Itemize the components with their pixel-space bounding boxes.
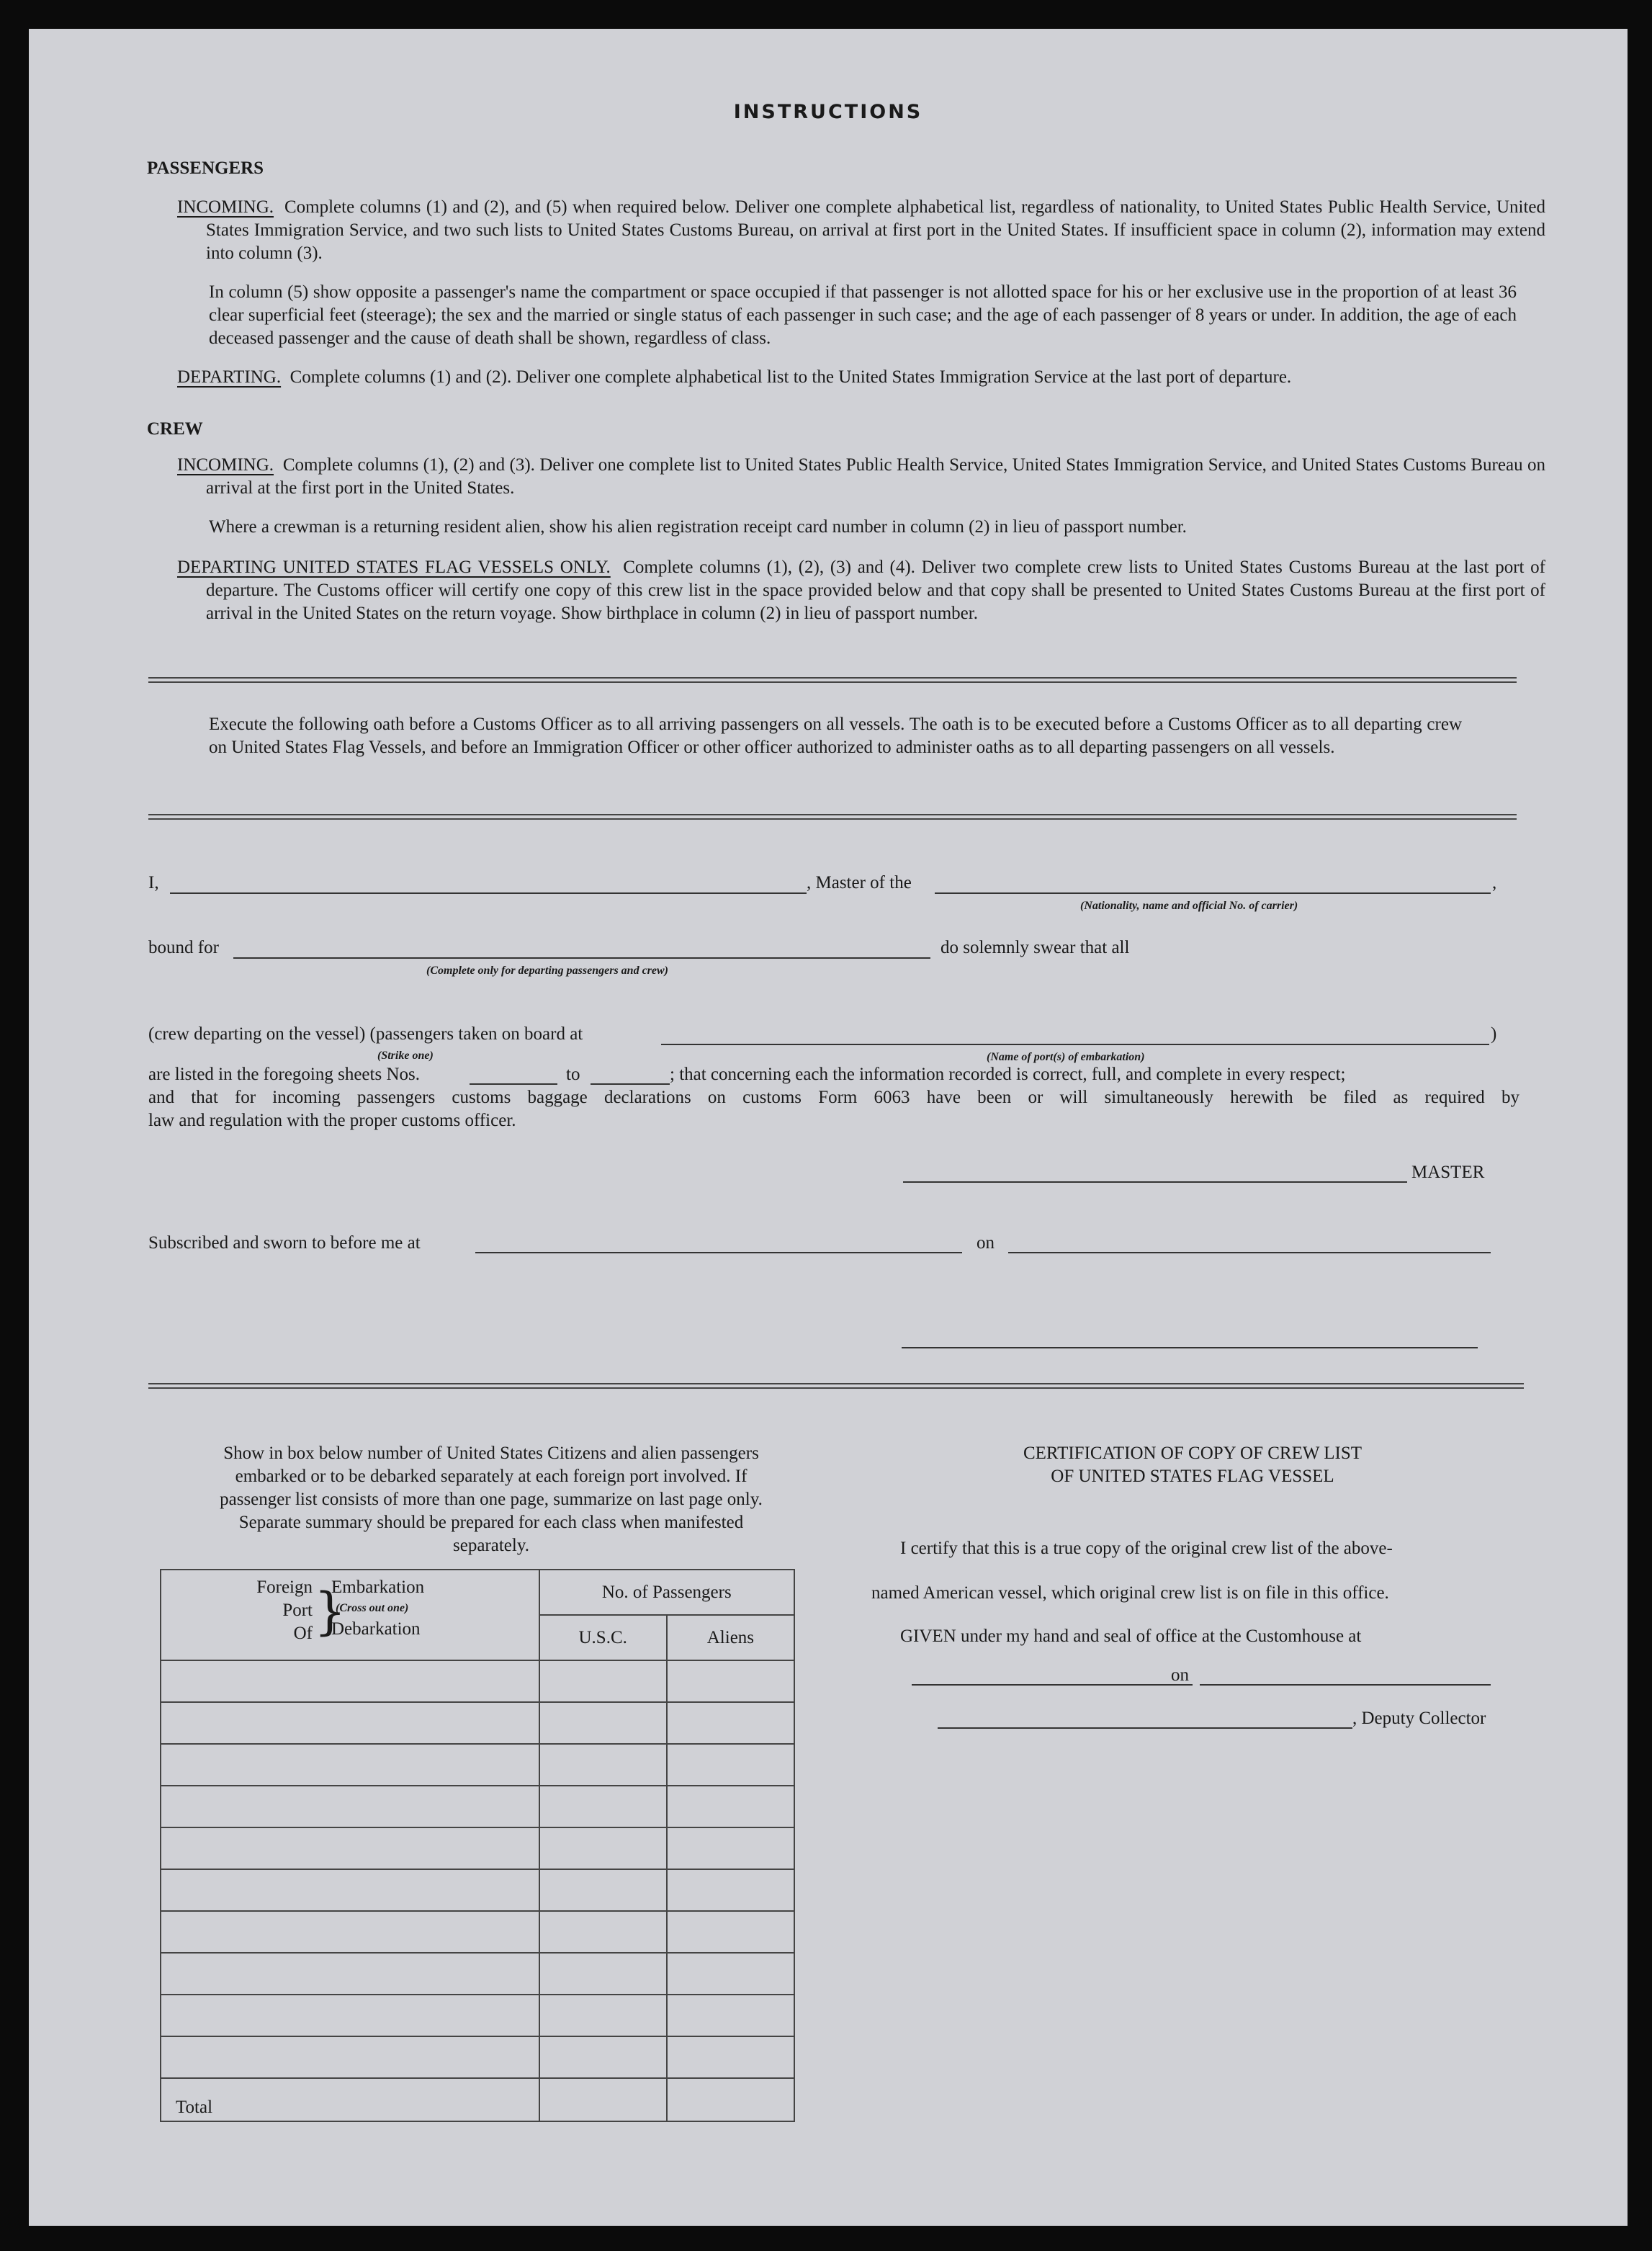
crew-departing-text: Complete columns (1), (2), (3) and (4). Deliver two complete crew lists to United States Customs Bureau at the last port of departure. The Customs officer will certify one copy of this crew list in the space provided below and that copy shall be presented to United States Customs Bureau at the first port of arrival in the United States on the return voyage. Show birthplace in column (2) in lieu of passport number. (206, 558, 1546, 623)
nationality-caption: (Nationality, name and official No. of carrier) (1080, 900, 1298, 912)
passengers-incoming-label: INCOMING. (177, 197, 274, 217)
no-passengers-header: No. of Passengers (539, 1570, 794, 1615)
port-cell[interactable] (161, 1869, 539, 1911)
table-row (161, 1660, 794, 1702)
divider-1 (148, 677, 1517, 683)
embarkation-ports-field[interactable] (661, 1044, 1489, 1045)
aliens-cell[interactable] (667, 2036, 794, 2078)
bound-for-field[interactable] (233, 957, 930, 959)
port-cell[interactable] (161, 1660, 539, 1702)
port-header-labels (233, 1576, 313, 1645)
table-row (161, 1827, 794, 1869)
passengers-incoming-text: Complete columns (1) and (2), and (5) when required below. Deliver one complete alphabetical list, regardless of nationality, to United States Public Health Service, United States Immigration Service, and two such lists to United States Customs Bureau, on arrival at first port in the United States. If insufficient space in column (2), information may extend into column (3). (206, 197, 1546, 263)
certify-line1: I certify that this is a true copy of the original crew list of the above- (900, 1539, 1393, 1558)
passengers-incoming-paragraph (177, 196, 1545, 265)
table-row (161, 1953, 794, 1995)
aliens-cell[interactable] (667, 1869, 794, 1911)
table-row (161, 2036, 794, 2078)
brace-icon: } (314, 1582, 346, 1641)
oath-listed-line3: law and regulation with the proper customs officer. (148, 1111, 516, 1130)
port-cell[interactable] (161, 1786, 539, 1827)
passengers-departing-text: Complete columns (1) and (2). Deliver one complete alphabetical list to the United States Immigration Service at the last port of departure. (289, 367, 1292, 387)
oath-strike-text: (crew departing on the vessel) (passengers taken on board at (148, 1024, 583, 1044)
passengers-departing-label: DEPARTING. (177, 367, 282, 387)
port-cell[interactable] (161, 1995, 539, 2036)
total-label: Total (176, 2098, 213, 2117)
total-aliens-cell[interactable] (667, 2078, 794, 2121)
oath-listed-line2: and that for incoming passengers customs baggage declarations on customs Form 6063 have been or will simultaneously herewith be filed as required by (148, 1088, 1519, 1107)
aliens-cell[interactable] (667, 1744, 794, 1786)
master-name-field[interactable] (170, 892, 807, 894)
aliens-cell[interactable] (667, 1995, 794, 2036)
oath-swear: do solemnly swear that all (941, 938, 1130, 957)
oath-close-paren: ) (1491, 1024, 1497, 1044)
crew-departing-label: DEPARTING UNITED STATES FLAG VESSELS ONLY. (177, 558, 611, 577)
table-row (161, 1786, 794, 1827)
oath-listed-rest: ; that concerning each the information recorded is correct, full, and complete in every respect; (670, 1065, 1346, 1084)
port-cell[interactable] (161, 1744, 539, 1786)
usc-cell[interactable] (539, 1995, 667, 2036)
cross-out-caption: (Cross out one) (336, 1602, 409, 1614)
aliens-cell[interactable] (667, 1786, 794, 1827)
usc-cell[interactable] (539, 1660, 667, 1702)
certification-date-field[interactable] (1200, 1684, 1491, 1686)
sheet-from-field[interactable] (470, 1083, 557, 1085)
debarkation-label: Debarkation (331, 1619, 421, 1639)
table-row (161, 1869, 794, 1911)
sworn-place-field[interactable] (475, 1252, 962, 1253)
sworn-date-field[interactable] (1008, 1252, 1491, 1253)
passengers-heading: PASSENGERS (147, 158, 264, 178)
usc-cell[interactable] (539, 1911, 667, 1953)
port-cell[interactable] (161, 2036, 539, 2078)
oath-bound-for: bound for (148, 938, 219, 957)
officer-signature-field[interactable] (902, 1347, 1478, 1348)
crew-heading: CREW (147, 419, 203, 439)
divider-2 (148, 814, 1517, 820)
aliens-cell[interactable] (667, 1953, 794, 1995)
aliens-cell[interactable] (667, 1827, 794, 1869)
oath-to-word: to (566, 1065, 580, 1084)
aliens-cell[interactable] (667, 1660, 794, 1702)
total-row (161, 2078, 794, 2121)
table-row (161, 1744, 794, 1786)
foreign-label: Foreign (256, 1578, 313, 1597)
subscribed-text: Subscribed and sworn to before me at (148, 1233, 421, 1253)
ports-caption: (Name of port(s) of embarkation) (987, 1051, 1145, 1063)
usc-cell[interactable] (539, 1953, 667, 1995)
strike-caption: (Strike one) (377, 1050, 434, 1062)
given-text: GIVEN under my hand and seal of office at the Customhouse at (900, 1626, 1362, 1646)
certification-title-line2: OF UNITED STATES FLAG VESSEL (1051, 1467, 1334, 1486)
port-cell[interactable] (161, 1953, 539, 1995)
port-label: Port (282, 1601, 313, 1620)
port-header-cell (161, 1570, 539, 1660)
table-row (161, 1702, 794, 1744)
usc-cell[interactable] (539, 1869, 667, 1911)
aliens-header: Aliens (667, 1615, 794, 1660)
master-signature-field[interactable] (903, 1181, 1407, 1183)
total-usc-cell[interactable] (539, 2078, 667, 2121)
crew-incoming-text: Complete columns (1), (2) and (3). Deliver one complete list to United States Public Health Service, United States Immigration Service, and United States Customs Bureau on arrival at the first port in the United States. (206, 455, 1545, 498)
usc-cell[interactable] (539, 2036, 667, 2078)
aliens-cell[interactable] (667, 1702, 794, 1744)
divider-3 (148, 1383, 1524, 1389)
oath-i-label: I, (148, 873, 159, 892)
oath-listed-text: are listed in the foregoing sheets Nos. (148, 1065, 420, 1084)
carrier-field[interactable] (935, 892, 1491, 894)
page-title: INSTRUCTIONS (733, 101, 923, 123)
subscribed-on: on (977, 1233, 995, 1253)
total-label-cell (161, 2078, 539, 2121)
master-label: MASTER (1411, 1163, 1485, 1182)
passengers-column5-paragraph: In column (5) show opposite a passenger's name the compartment or space occupied if that passenger is not allotted space for his or her exclusive use in the proportion of at least 36 clear superficial feet (steerage); the sex and the married or single status of each passenger in such case; and the age of each passenger of 8 years or under. In addition, the age of each deceased passenger and the cause of death shall be shown, regardless of class. (209, 282, 1517, 348)
aliens-cell[interactable] (667, 1911, 794, 1953)
table-row (161, 1911, 794, 1953)
certification-title-line1: CERTIFICATION OF COPY OF CREW LIST (1023, 1444, 1363, 1463)
table-row (161, 1995, 794, 2036)
usc-cell[interactable] (539, 1702, 667, 1744)
embarkation-header-labels (331, 1576, 424, 1641)
usc-header: U.S.C. (539, 1615, 667, 1660)
passenger-summary-table (160, 1569, 795, 2122)
port-cell[interactable] (161, 1702, 539, 1744)
crew-departing-paragraph (177, 556, 1545, 625)
sheet-to-field[interactable] (591, 1083, 670, 1085)
crew-incoming-paragraph (177, 454, 1545, 500)
certification-title (861, 1442, 1524, 1488)
port-cell[interactable] (161, 1911, 539, 1953)
oath-master-of: , Master of the (807, 873, 912, 892)
deputy-signature-field[interactable] (938, 1727, 1352, 1729)
customhouse-field[interactable] (912, 1684, 1193, 1686)
oath-trailing-comma: , (1492, 873, 1497, 892)
usc-cell[interactable] (539, 1744, 667, 1786)
port-cell[interactable] (161, 1827, 539, 1869)
of-label: Of (293, 1624, 313, 1643)
summary-instructions: Show in box below number of United States Citizens and alien passengers embarked or to be debarked separately at each foreign port involved. If passenger list consists of more than one page, summarize on last page only. Separate summary should be prepared for each class when manifested separately. (220, 1444, 763, 1555)
crew-incoming-label: INCOMING. (177, 455, 274, 475)
form-sheet (29, 29, 1628, 2226)
certify-line2: named American vessel, which original crew list is on file in this office. (871, 1583, 1389, 1603)
deputy-collector-label: , Deputy Collector (1352, 1709, 1486, 1728)
oath-instructions: Execute the following oath before a Customs Officer as to all arriving passengers on all vessels. The oath is to be executed before a Customs Officer as to all departing crew on United States Flag Vessels, and before an Immigration Officer or other officer authorized to administer oaths as to all departing passengers on all vessels. (209, 715, 1462, 757)
certification-on: on (1171, 1665, 1189, 1685)
embarkation-label: Embarkation (331, 1578, 425, 1597)
passengers-departing-paragraph (177, 366, 1517, 389)
crew-resident-paragraph: Where a crewman is a returning resident alien, show his alien registration receipt card number in column (2) in lieu of passport number. (209, 517, 1187, 537)
usc-cell[interactable] (539, 1827, 667, 1869)
usc-cell[interactable] (539, 1786, 667, 1827)
departing-caption: (Complete only for departing passengers and crew) (426, 965, 668, 977)
